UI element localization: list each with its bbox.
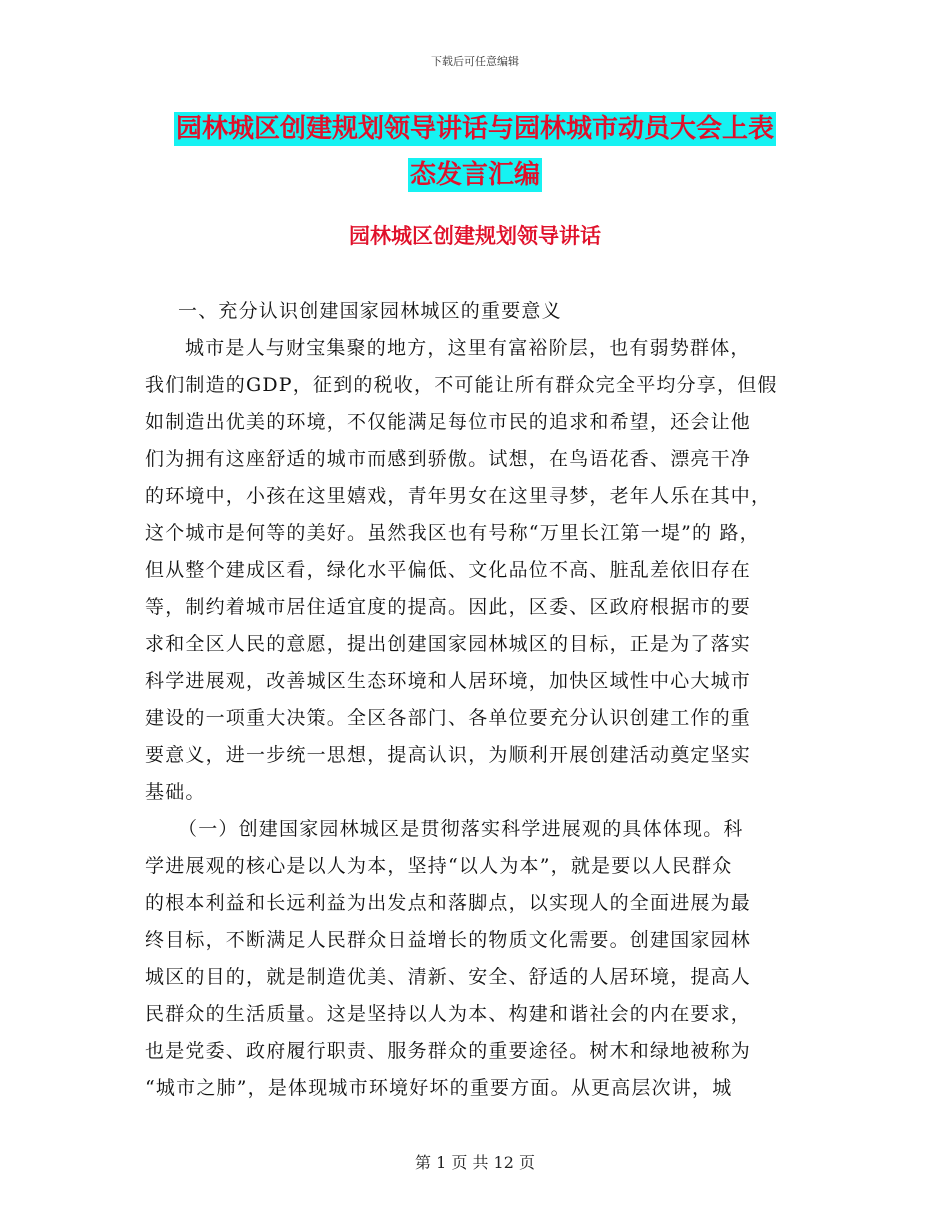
body-line: 基础。 (145, 781, 206, 803)
body-line: （一）创建国家园林城区是贯彻落实科学进展观的具体体现。科 (178, 818, 744, 840)
body-line: 如制造出优美的环境，不仅能满足每位市民的追求和希望，还会让他 (145, 411, 752, 433)
body-line: 们为拥有这座舒适的城市而感到骄傲。试想，在鸟语花香、漂亮干净 (145, 448, 752, 470)
body-line: 的根本利益和长远利益为出发点和落脚点，以实现人的全面进展为最 (145, 892, 752, 914)
body-line: 一、充分认识创建国家园林城区的重要意义 (178, 300, 562, 322)
body-line: 终目标，不断满足人民群众日益增长的物质文化需要。创建国家园林 (145, 929, 752, 951)
page-header-note: 下载后可任意编辑 (431, 55, 519, 68)
body-line: 城市是人与财宝集聚的地方，这里有富裕阶层，也有弱势群体， (185, 337, 751, 359)
document-title-line-1 (0, 106, 950, 152)
body-line: 也是党委、政府履行职责、服务群众的重要途径。树木和绿地被称为 (145, 1040, 752, 1062)
body-line: 学进展观的核心是以人为本，坚持“以人为本”，就是要以人民群众 (145, 855, 733, 877)
page-footer: 第 1 页 共 12 页 (415, 1153, 535, 1172)
body-line: 求和全区人民的意愿，提出创建国家园林城区的目标，正是为了落实 (145, 633, 752, 655)
title-highlight-1: 园林城区创建规划领导讲话与园林城市动员大会上表 (175, 114, 774, 144)
body-line: “城市之肺”，是体现城市环境好坏的重要方面。从更高层次讲，城 (145, 1077, 733, 1099)
body-line: 我们制造的GDP，征到的税收，不可能让所有群众完全平均分享，但假 (145, 374, 778, 396)
body-line: 城区的目的，就是制造优美、清新、安全、舒适的人居环境，提高人 (145, 966, 752, 988)
body-line: 的环境中，小孩在这里嬉戏，青年男女在这里寻梦，老年人乐在其中， (145, 485, 772, 507)
document-title-line-2 (0, 152, 950, 198)
section-title: 园林城区创建规划领导讲话 (349, 224, 601, 248)
body-line: 这个城市是何等的美好。虽然我区也有号称“万里长江第一堤”的 路， (145, 522, 760, 544)
body-line: 但从整个建成区看，绿化水平偏低、文化品位不高、脏乱差依旧存在 (145, 559, 752, 581)
body-line: 等，制约着城市居住适宜度的提高。因此，区委、区政府根据市的要 (145, 596, 752, 618)
body-line: 要意义，进一步统一思想，提高认识，为顺利开展创建活动奠定坚实 (145, 744, 752, 766)
body-line: 科学进展观，改善城区生态环境和人居环境，加快区域性中心大城市 (145, 670, 752, 692)
title-highlight-2: 态发言汇编 (409, 160, 540, 190)
body-line: 民群众的生活质量。这是坚持以人为本、构建和谐社会的内在要求， (145, 1003, 752, 1025)
body-line: 建设的一项重大决策。全区各部门、各单位要充分认识创建工作的重 (145, 707, 752, 729)
